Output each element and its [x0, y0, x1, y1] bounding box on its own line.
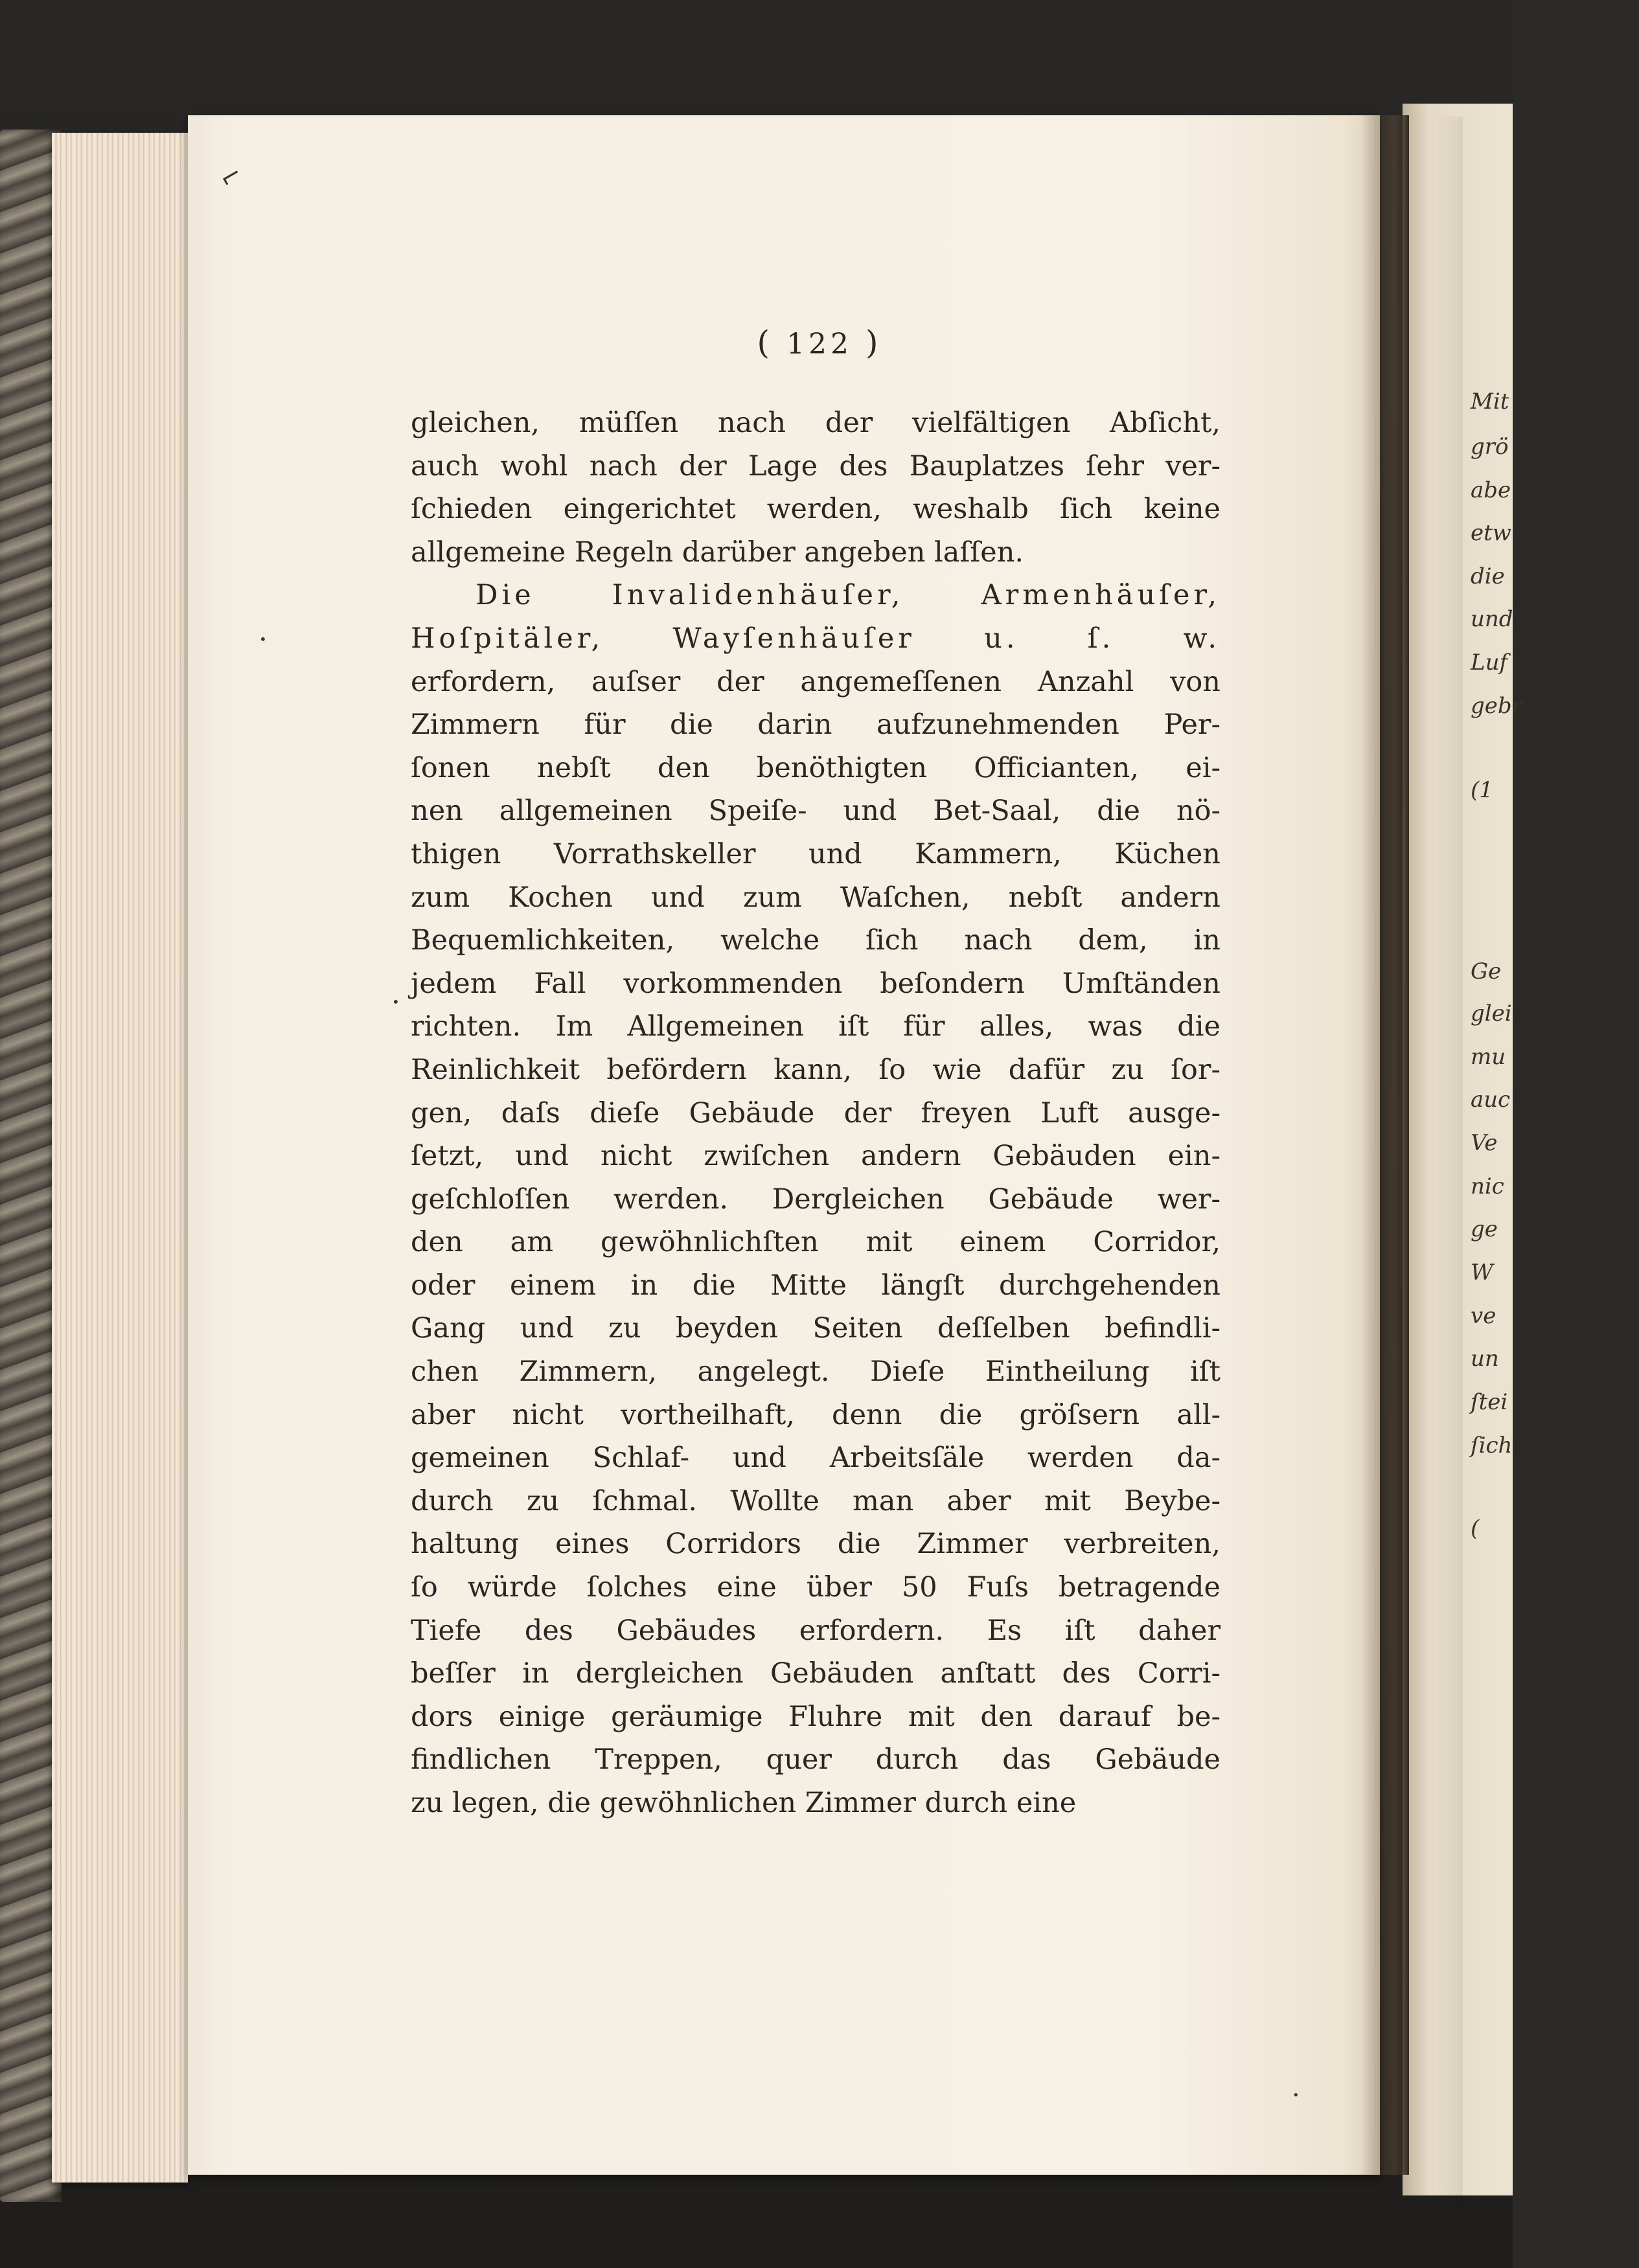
text-line: zu legen, die gewöhnlichen Zimmer durch eine: [411, 1787, 1077, 1819]
text-line: erfordern, auſser der angemeſſenen Anzahl von: [411, 665, 1221, 698]
facing-text-fragment: Ve: [1471, 1130, 1498, 1156]
text-line: gemeinen Schlaf- und Arbeitsſäle werden da-: [411, 1442, 1221, 1475]
page-edges: [52, 133, 188, 2183]
facing-text-fragment: ve: [1471, 1303, 1496, 1329]
text-line: zum Kochen und zum Waſchen, nebſt andern: [411, 881, 1221, 914]
text-line: ſonen nebſt den benöthigten Officianten, ei-: [411, 751, 1221, 784]
facing-text-fragment: etw: [1471, 520, 1511, 546]
facing-text-fragment: die: [1471, 563, 1505, 589]
text-line: gen, daſs dieſe Gebäude der freyen Luft ausge-: [411, 1096, 1221, 1129]
facing-text-fragment: Ge: [1471, 958, 1502, 984]
text-line: oder einem in die Mitte längſt durchgehenden: [411, 1269, 1221, 1302]
facing-text-fragment: mu: [1471, 1044, 1506, 1070]
facing-page-shade: [1437, 117, 1463, 2208]
facing-text-fragment: W: [1471, 1260, 1493, 1286]
page-header: [0, 324, 1639, 361]
text-line: aber nicht vortheilhaft, denn die gröſsern all-: [411, 1398, 1221, 1431]
facing-text-fragment: nic: [1471, 1174, 1504, 1199]
paren-close: ): [865, 324, 882, 361]
facing-text-fragment: ſich: [1471, 1433, 1513, 1458]
text-line: jedem Fall vorkommenden beſondern Umſtänden: [411, 967, 1221, 1000]
dot-mark: •: [259, 631, 267, 647]
book-gutter: [1360, 115, 1409, 2175]
facing-text-fragment: ge: [1471, 1216, 1498, 1242]
facing-text-fragment: ſtei: [1471, 1389, 1508, 1415]
facing-text-fragment: Mit: [1471, 389, 1509, 414]
text-line: ſo würde ſolches eine über 50 Fuſs betragende: [411, 1571, 1221, 1604]
text-line: auch wohl nach der Lage des Bauplatzes ſehr ver-: [411, 449, 1221, 482]
facing-text-fragment: un: [1471, 1346, 1499, 1372]
facing-text-fragment: glei: [1471, 1001, 1512, 1026]
body-text: [411, 402, 1221, 1825]
text-line: Reinlichkeit befördern kann, ſo wie dafür zu ſor-: [411, 1053, 1221, 1086]
text-line: dors einige geräumige Fluhre mit den darauf be-: [411, 1700, 1221, 1733]
facing-text-fragment: gebr: [1471, 693, 1522, 719]
page-number: 122: [786, 328, 853, 361]
text-line: den am gewöhnlichſten mit einem Corridor,: [411, 1226, 1221, 1259]
text-line: durch zu ſchmal. Wollte man aber mit Beybe-: [411, 1484, 1221, 1517]
text-line: ſchieden eingerichtet werden, weshalb ſich keine: [411, 493, 1221, 526]
facing-text-fragment: grö: [1471, 434, 1509, 460]
facing-text-fragment: Luf: [1471, 650, 1508, 675]
paren-open: (: [757, 324, 774, 361]
text-line: geſchloſſen werden. Dergleichen Gebäude wer-: [411, 1183, 1221, 1216]
pencil-mark: ⌐: [214, 158, 248, 196]
text-line: allgemeine Regeln darüber angeben laſſen.: [411, 536, 1024, 569]
text-line: Die Invalidenhäuſer, Armenhäuſer,: [476, 579, 1221, 612]
text-line: Gang und zu beyden Seiten deſſelben befindli-: [411, 1312, 1221, 1345]
text-line: chen Zimmern, angelegt. Dieſe Eintheilung iſt: [411, 1355, 1221, 1389]
facing-text-fragment: abe: [1471, 477, 1511, 503]
facing-text-fragment: (1: [1471, 777, 1493, 803]
facing-text-fragment: (: [1471, 1515, 1480, 1541]
facing-text-fragment: und: [1471, 606, 1513, 632]
text-line: thigen Vorrathskeller und Kammern, Küchen: [411, 837, 1221, 870]
dot-mark: •: [1292, 2089, 1300, 2102]
text-line: Tiefe des Gebäudes erfordern. Es iſt daher: [411, 1614, 1221, 1647]
text-line: gleichen, müſſen nach der vielfältigen Abſicht,: [411, 407, 1221, 439]
facing-text-fragment: auc: [1471, 1087, 1511, 1113]
text-line: haltung eines Corridors die Zimmer verbreiten,: [411, 1528, 1221, 1561]
text-line: Zimmern für die darin aufzunehmenden Per-: [411, 709, 1221, 742]
text-line: richten. Im Allgemeinen iſt für alles, was die: [411, 1010, 1221, 1043]
text-line: findlichen Treppen, quer durch das Gebäude: [411, 1743, 1221, 1776]
dot-mark: •: [392, 994, 400, 1010]
text-line: ſetzt, und nicht zwiſchen andern Gebäuden ein-: [411, 1140, 1221, 1173]
text-line: Hoſpitäler, Wayſenhäuſer u. ſ. w.: [411, 622, 1221, 655]
text-line: Bequemlichkeiten, welche ſich nach dem, in: [411, 924, 1221, 957]
text-line: beſſer in dergleichen Gebäuden anſtatt des Corri-: [411, 1657, 1221, 1690]
text-line: nen allgemeinen Speiſe- und Bet-Saal, die nö-: [411, 795, 1221, 828]
